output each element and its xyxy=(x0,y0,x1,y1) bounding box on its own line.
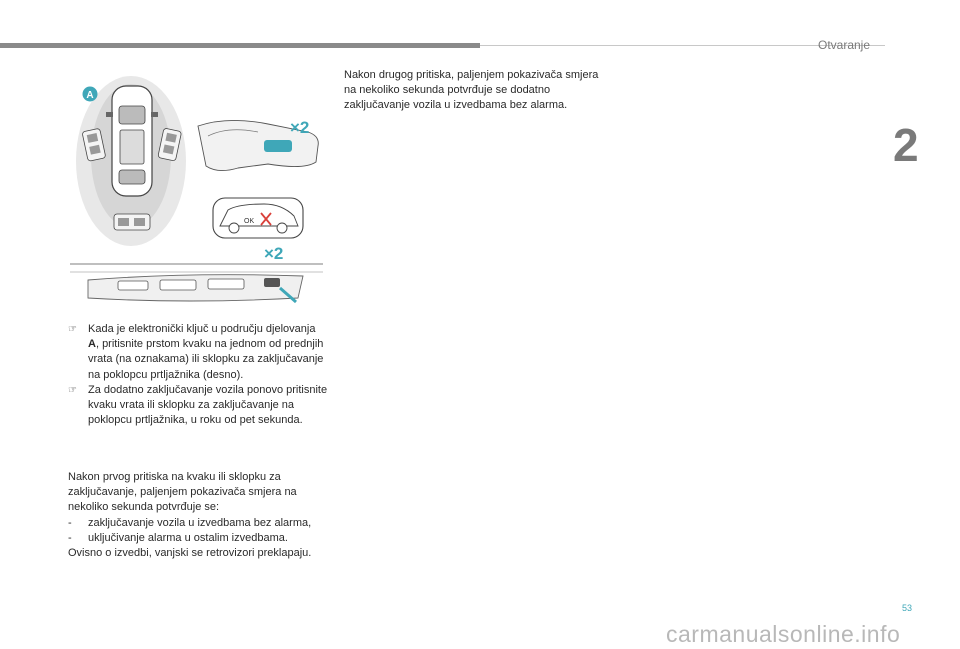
trunk-lid-illustration xyxy=(70,264,323,302)
header-rule xyxy=(0,43,480,48)
instruction-list xyxy=(68,322,328,428)
section-title: Otvaranje xyxy=(818,38,871,52)
page-number: 53 xyxy=(902,603,913,613)
instruction-item xyxy=(68,322,328,383)
bullet-icon: ☞ xyxy=(68,384,77,396)
instruction-text: Kada je elektronički ključ u području djelovanja A, pritisnite prstom kvaku na jednom od prednjih vrata (na oznakama) ili sklopku za zaključavanje na poklopcu prtljažnika (desno). xyxy=(88,323,324,381)
zone-label: A xyxy=(86,90,94,101)
press-count-bottom: ×2 xyxy=(264,244,284,263)
press-count-top: ×2 xyxy=(290,118,310,137)
first-press-paragraph xyxy=(68,470,330,561)
car-top-view xyxy=(106,86,158,196)
list-item: - uključivanje alarma u ostalim izvedbama. xyxy=(68,531,288,544)
locking-illustration xyxy=(68,76,328,316)
locked-car-icon xyxy=(213,198,303,238)
bullet-icon: ☞ xyxy=(68,324,77,335)
second-press-paragraph: Nakon drugog pritiska, paljenjem pokazivača smjera na nekoliko sekunda potvrđuje se dodatno zaključavanje vozila u izvedbama bez alarma. xyxy=(344,69,599,112)
trunk-handle xyxy=(114,214,150,230)
paragraph-outro: Ovisno o izvedbi, vanjski se retrovizori preklapaju. xyxy=(68,547,312,560)
paragraph-intro: Nakon prvog pritiska na kvaku ili sklopku za zaključavanje, paljenjem pokazivača smjera na nekoliko sekunda potvrđuje se: xyxy=(68,471,297,514)
instruction-text: Za dodatno zaključavanje vozila ponovo pritisnite kvaku vrata ili sklopku za zaključavanje na poklopcu prtljažnika, u roku od pet sekunda. xyxy=(88,383,328,427)
ok-label: OK xyxy=(244,218,255,225)
watermark: carmanualsonline.info xyxy=(666,621,901,647)
chapter-number: 2 xyxy=(893,119,919,171)
instruction-item xyxy=(68,383,328,429)
list-item: - zaključavanje vozila u izvedbama bez alarma, xyxy=(68,516,312,529)
